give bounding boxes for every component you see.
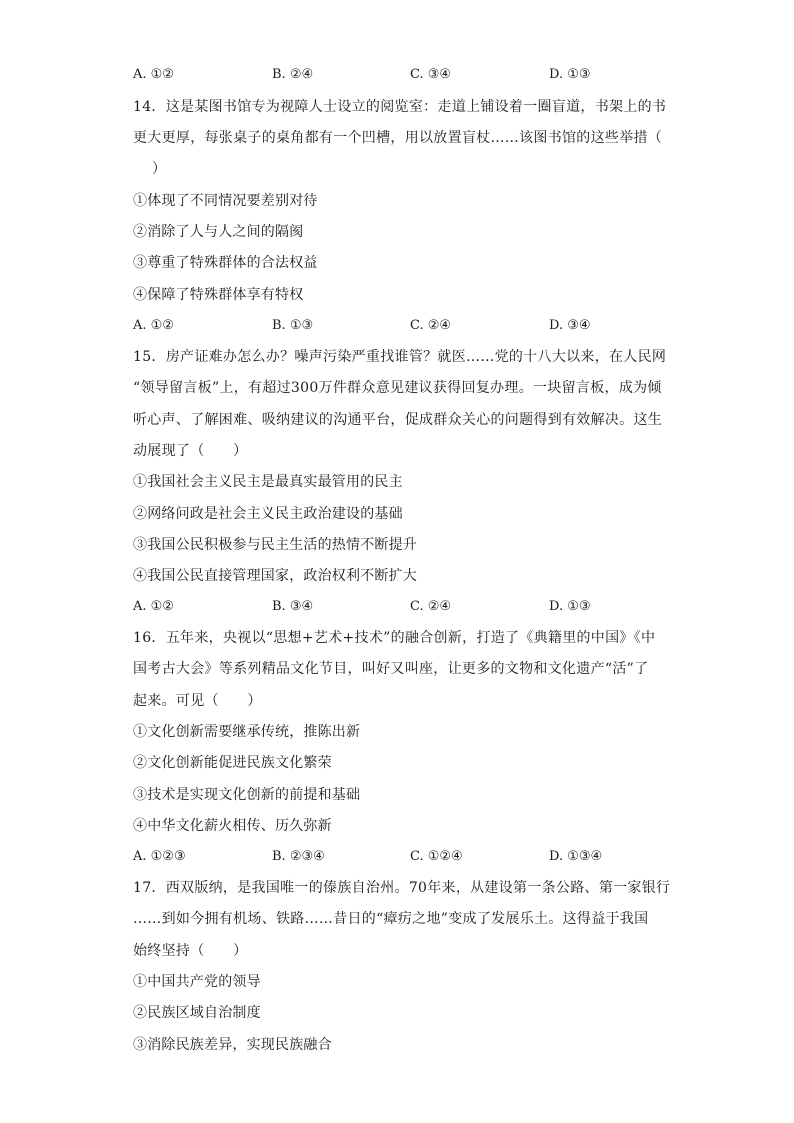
q16-stem-line-3: 起来。可见（ ）: [133, 693, 262, 709]
q17-statement-3: ③消除民族差异，实现民族融合: [133, 1037, 332, 1053]
q17-stem-line-3: 始终坚持（ ）: [133, 943, 248, 959]
q15-option-c: C. ②④: [410, 599, 452, 614]
q13-option-a: A. ①②: [133, 67, 174, 82]
q16-option-d: D. ①③④: [549, 849, 603, 864]
q16-statement-3: ③技术是实现文化创新的前提和基础: [133, 787, 361, 803]
q17-statement-1: ①中国共产党的领导: [133, 974, 261, 990]
q15-stem-line-1: 15．房产证难办怎么办？噪声污染严重找谁管？就医……党的十八大以来，在人民网: [133, 349, 667, 365]
q15-statement-1: ①我国社会主义民主是最真实最管用的民主: [133, 474, 403, 490]
q17-stem-line-2: ……到如今拥有机场、铁路……昔日的“瘴疠之地”变成了发展乐土。这得益于我国: [133, 911, 649, 927]
q14-option-a: A. ①②: [133, 318, 174, 333]
q15-statement-3: ③我国公民积极参与民主生活的热情不断提升: [133, 537, 417, 553]
q15-statement-4: ④我国公民直接管理国家，政治权利不断扩大: [133, 568, 417, 584]
q16-statement-4: ④中华文化薪火相传、历久弥新: [133, 818, 332, 834]
q13-option-d: D. ①③: [549, 67, 591, 82]
q14-stem-line-3: ）: [133, 161, 167, 177]
q15-stem-line-2: “领导留言板”上，有超过300万件群众意见建议获得回复办理。一块留言板，成为倾: [133, 380, 662, 396]
q15-option-d: D. ①③: [549, 599, 591, 614]
q17-statement-2: ②民族区域自治制度: [133, 1005, 261, 1021]
q14-statement-3: ③尊重了特殊群体的合法权益: [133, 255, 318, 271]
q16-option-c: C. ①②④: [410, 849, 463, 864]
q16-stem-line-2: 国考古大会》等系列精品文化节目，叫好又叫座，让更多的文物和文化遗产“活”了: [133, 661, 649, 677]
q13-option-c: C. ③④: [410, 67, 452, 82]
q14-statement-1: ①体现了不同情况要差别对待: [133, 193, 318, 209]
q14-option-c: C. ②④: [410, 318, 452, 333]
q16-statement-2: ②文化创新能促进民族文化繁荣: [133, 755, 332, 771]
q16-option-a: A. ①②③: [133, 849, 186, 864]
q15-stem-line-4: 动展现了（ ）: [133, 443, 248, 459]
q14-option-b: B. ①③: [272, 318, 314, 333]
q14-statement-4: ④保障了特殊群体享有特权: [133, 287, 304, 303]
q16-statement-1: ①文化创新需要继承传统，推陈出新: [133, 724, 361, 740]
q16-stem-line-1: 16．五年来，央视以“思想+艺术+技术”的融合创新，打造了《典籍里的中国》《中: [133, 630, 656, 646]
q15-statement-2: ②网络问政是社会主义民主政治建设的基础: [133, 506, 403, 522]
q15-stem-line-3: 听心声、了解困难、吸纳建议的沟通平台，促成群众关心的问题得到有效解决。这生: [133, 412, 663, 428]
q15-option-a: A. ①②: [133, 599, 174, 614]
q14-stem-line-2: 更大更厚，每张桌子的桌角都有一个凹槽，用以放置盲杖……该图书馆的这些举措（: [133, 130, 663, 146]
q14-option-d: D. ③④: [549, 318, 591, 333]
q17-stem-line-1: 17．西双版纳，是我国唯一的傣族自治州。70年来，从建设第一条公路、第一家银行: [133, 880, 671, 896]
q14-statement-2: ②消除了人与人之间的隔阂: [133, 224, 304, 240]
q14-stem-line-1: 14．这是某图书馆专为视障人士设立的阅览室：走道上铺设着一圈盲道，书架上的书: [133, 99, 667, 115]
q16-option-b: B. ②③④: [272, 849, 325, 864]
q13-option-b: B. ②④: [272, 67, 314, 82]
q15-option-b: B. ③④: [272, 599, 314, 614]
